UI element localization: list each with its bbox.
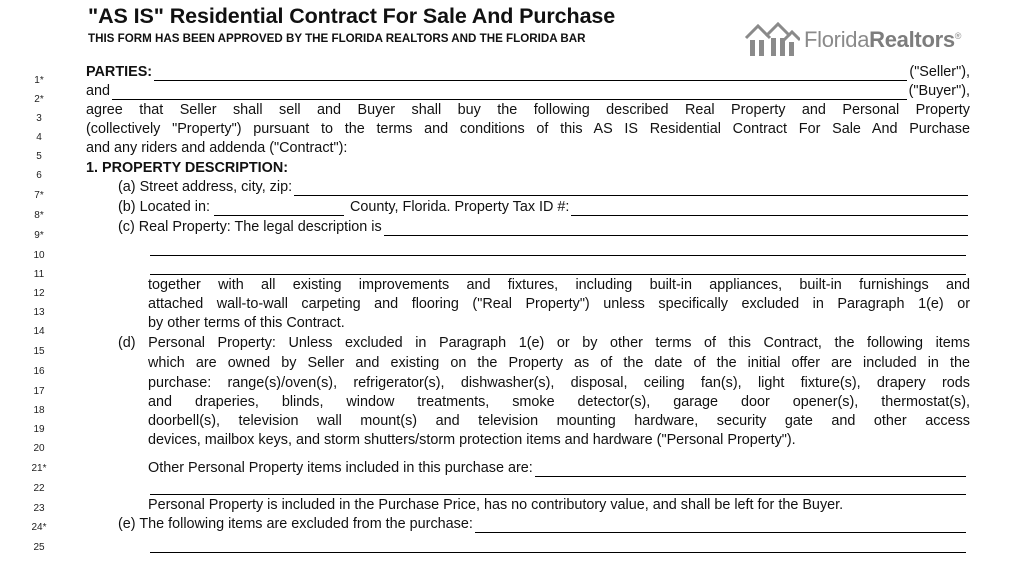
line-number: 11 [33, 269, 45, 280]
parties-label: PARTIES: [86, 64, 153, 80]
buyer-line [86, 83, 970, 100]
personal-property-text: purchase: range(s)/oven(s), refrigerator(s), dishwasher(s), disposal, ceiling fan(s), light fixture(s), drapery rods [148, 375, 970, 391]
intro-text: (collectively "Property") pursuant to the terms and conditions of this AS IS Residential Contract For Sale And Purchase [86, 121, 970, 137]
seller-tag: ("Seller"), [909, 64, 970, 80]
real-property-text: together with all existing improvements and fixtures, including built-in appliances, built-in furnishings and [148, 277, 970, 293]
line-number: 21* [31, 463, 47, 474]
line-number: 14 [33, 326, 45, 337]
street-address-label: (a) Street address, city, zip: [118, 179, 293, 195]
florida-realtors-logo [744, 18, 984, 62]
line-number: 6 [36, 170, 42, 181]
other-personal-property-continued [148, 478, 968, 495]
legal-description-line [118, 219, 970, 236]
legal-description-label: (c) Real Property: The legal description is [118, 219, 382, 235]
line-number: 1* [34, 75, 44, 86]
form-subtitle: THIS FORM HAS BEEN APPROVED BY THE FLORIDA REALTORS AND THE FLORIDA BAR [88, 32, 586, 45]
line-number: 7* [34, 190, 44, 201]
legal-description-field-2[interactable] [150, 242, 966, 256]
real-property-text: attached wall-to-wall carpeting and flooring ("Real Property") unless specifically excluded in Paragraph 1(e) or [148, 296, 970, 312]
line-number: 13 [33, 307, 45, 318]
located-in-label: (b) Located in: [118, 199, 210, 215]
county-field[interactable] [214, 202, 344, 216]
line-number: 25 [33, 542, 45, 553]
line-number: 9* [34, 230, 44, 241]
real-property-text: by other terms of this Contract. [148, 315, 345, 331]
personal-property-included-text: Personal Property is included in the Purchase Price, has no contributory value, and shall be left for the Buyer. [148, 497, 844, 513]
intro-text: agree that Seller shall sell and Buyer shall buy the following described Real Property and Personal Property [86, 102, 970, 118]
logo-wordmark: FloridaRealtors® [804, 27, 962, 52]
line-number: 3 [36, 113, 42, 124]
houses-logo-icon [744, 22, 800, 58]
line-number: 16 [33, 366, 45, 377]
intro-text: and any riders and addenda ("Contract"): [86, 140, 348, 156]
tax-id-field[interactable] [571, 202, 968, 216]
excluded-items-line [118, 516, 968, 533]
line-number: 5 [36, 151, 42, 162]
seller-name-field[interactable] [154, 67, 907, 81]
line-number: 22 [33, 483, 45, 494]
personal-property-text: devices, mailbox keys, and storm shutters/storm protection items and hardware ("Personal Property"). [148, 432, 796, 448]
line-number: 15 [33, 346, 45, 357]
county-label: County, Florida. Property Tax ID #: [350, 199, 570, 215]
line-number: 19 [33, 424, 45, 435]
other-personal-property-field[interactable] [535, 463, 966, 477]
line-number: 24* [31, 522, 47, 533]
personal-property-text: doorbell(s), television wall mount(s) and television mounting hardware, security gate and other access [148, 413, 970, 429]
line-number: 23 [33, 503, 45, 514]
section-1-heading: 1. PROPERTY DESCRIPTION: [86, 160, 289, 176]
located-in-line [118, 199, 970, 216]
line-number: 4 [36, 132, 42, 143]
buyer-tag: ("Buyer"), [908, 83, 970, 99]
excluded-items-field-2[interactable] [150, 539, 966, 553]
other-personal-property-label: Other Personal Property items included in this purchase are: [148, 460, 533, 476]
line-number: 18 [33, 405, 45, 416]
and-label: and [86, 83, 111, 99]
line-number: 8* [34, 210, 44, 221]
excluded-items-continued [148, 536, 968, 553]
legal-description-continued [148, 258, 968, 275]
legal-description-field-3[interactable] [150, 261, 966, 275]
excluded-items-label: (e) The following items are excluded from the purchase: [118, 516, 473, 532]
street-address-line [118, 179, 970, 196]
buyer-name-field[interactable] [112, 86, 907, 100]
personal-property-text: and draperies, blinds, window treatments, smoke detector(s), garage door opener(s), thermostat(s), [148, 394, 970, 410]
personal-property-text: which are owned by Seller and existing on the Property as of the date of the initial offer are included in the [148, 355, 970, 371]
parties-line [86, 64, 970, 81]
line-number: 10 [33, 250, 45, 261]
excluded-items-field[interactable] [475, 519, 966, 533]
legal-description-continued [148, 239, 968, 256]
personal-property-text: (d) Personal Property: Unless excluded in Paragraph 1(e) or by other terms of this Contract, the following items [118, 335, 970, 351]
other-personal-property-line [148, 460, 968, 477]
line-number: 17 [33, 386, 45, 397]
legal-description-field[interactable] [384, 222, 968, 236]
line-number: 12 [33, 288, 45, 299]
line-number: 2* [34, 94, 44, 105]
street-address-field[interactable] [294, 182, 968, 196]
form-title: "AS IS" Residential Contract For Sale And Purchase [88, 4, 616, 28]
other-personal-property-field-2[interactable] [150, 481, 966, 495]
line-number: 20 [33, 443, 45, 454]
